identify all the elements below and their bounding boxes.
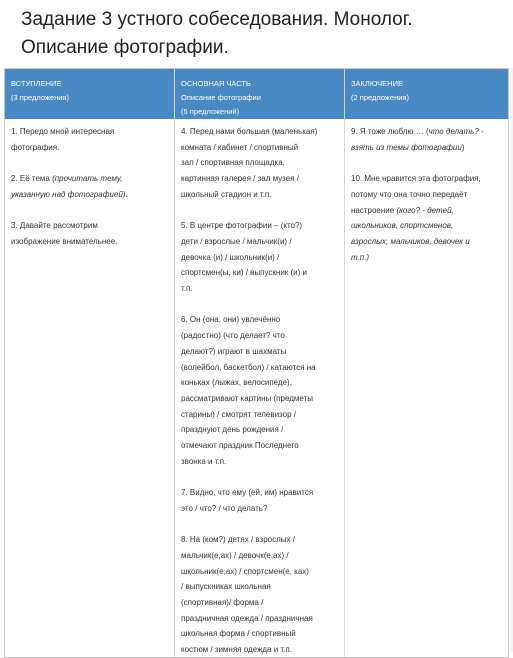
column-introduction xyxy=(5,69,175,657)
column-body xyxy=(175,119,344,657)
answer-plan-table xyxy=(4,68,509,658)
plan-item: 1. Передо мной интересная фотография. xyxy=(11,127,115,152)
plan-item: 6. Он (она, они) увлечённо (радостно) (что делает? что делают?) играют в шахматы (волейбол, баскетбол) / катаются на коньках (лыжах, велосипеде), рассматривают картины (предметы старины) / смотрят телевизор / празднуют день рождения / отмечают праздник Последнего звонка и т.п. xyxy=(181,315,316,466)
column-header-line: (5 предложений) xyxy=(181,107,240,116)
plan-item: 10. Мне нравится эта фотография, потому что она точно передаёт настроение (кого? - детей, школьников, спортсменов, взрослых, мальчиков, девочек и т.п.) xyxy=(351,174,481,262)
column-header-line: (2 предложения) xyxy=(351,93,409,102)
column-header-line: (3 предложения) xyxy=(11,93,69,102)
plan-item: 3. Давайте рассмотрим изображение внимательнее. xyxy=(11,221,118,246)
plan-item: 7. Видно, что ему (ей, им) нравится это / что? / что делать? xyxy=(181,488,314,513)
column-main-part xyxy=(175,69,345,657)
column-header xyxy=(345,69,509,119)
plan-item: 2. Её тема (прочитать тему, указанную над фотографией). xyxy=(11,174,128,199)
column-header-line: Описание фотографии xyxy=(181,93,261,102)
column-header-line: ОСНОВНАЯ ЧАСТЬ xyxy=(181,79,251,88)
column-header-line: ЗАКЛЮЧЕНИЕ xyxy=(351,79,403,88)
plan-item: 4. Перед нами большая (маленькая) комната / кабинет / спортивный зал / спортивная площадка, картинная галерея / зал музея / школьный стадион и т.п. xyxy=(181,127,318,199)
page-title: Задание 3 устного собеседования. Монолог. Описание фотографии. xyxy=(21,9,413,58)
column-header xyxy=(175,69,344,119)
column-body xyxy=(5,119,174,657)
column-body xyxy=(345,119,509,657)
plan-item: 8. На (ком?) детях / взрослых / мальчик(е,ах) / девочк(е,ах) / школьник(е,ах) / спортсмен(е, ках) / выпускниках школьная (спортивная)/ форма / праздничная одежда / праздничная школьная форма / спортивный костюм / зимняя одежда и т.п. xyxy=(181,535,313,655)
plan-item: 5. В центре фотографии – (кто?) дети / взрослые / мальчик(и) / девочка (и) / школьник(и) / спортсмен(ы, ки) / выпускник (и) и т.п. xyxy=(181,221,307,294)
column-header xyxy=(5,69,174,119)
plan-item: 9. Я тоже люблю … (что делать? - взять из темы фотографии) xyxy=(351,127,484,152)
column-conclusion xyxy=(345,69,509,657)
column-header-line: ВСТУПЛЕНИЕ xyxy=(11,79,62,88)
